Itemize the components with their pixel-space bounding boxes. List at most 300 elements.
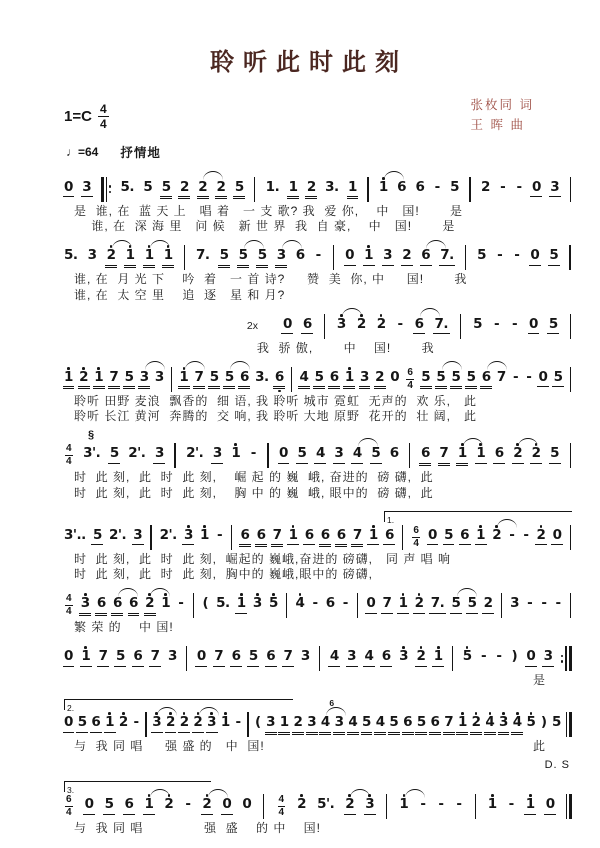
note-token: 4 bbox=[295, 595, 305, 611]
repeat-dots bbox=[561, 655, 563, 663]
note-token: 1 bbox=[280, 711, 289, 740]
note-token: 4 bbox=[330, 645, 339, 674]
time-signature-top: 4 bbox=[99, 102, 107, 116]
lyrics-text: 时 此 刻, 此 时 此 刻, 崛起的 巍峨,奋进的 磅礴, 同 声 唱 响 bbox=[74, 551, 452, 566]
tempo-marking: ♩=64 bbox=[66, 145, 99, 159]
lyrics-text: 聆听 田野 麦浪 飘香的 细 语, 我 聆听 城市 霓虹 无声的 欢 乐, 此 bbox=[74, 393, 478, 408]
note-token: - bbox=[235, 714, 241, 730]
octave-dot-below bbox=[278, 390, 281, 393]
note-token: 7 bbox=[353, 523, 362, 552]
note-token: 2 bbox=[198, 175, 207, 204]
barline bbox=[173, 443, 176, 468]
barline bbox=[500, 593, 503, 618]
note-token: 7 bbox=[382, 592, 391, 621]
note-token: - bbox=[250, 445, 256, 461]
notes-row bbox=[64, 697, 572, 740]
note-token: 5 bbox=[110, 442, 119, 471]
notes-row bbox=[64, 175, 572, 204]
note-token: 2 bbox=[297, 796, 307, 812]
score bbox=[64, 175, 572, 846]
note-token: 1. bbox=[265, 178, 280, 195]
note-token: 5 bbox=[551, 714, 561, 730]
note-token: 5 bbox=[315, 365, 324, 394]
note-token: - bbox=[541, 595, 547, 611]
inline-time-signature: $\frac{4}{4}$ bbox=[66, 443, 72, 468]
barline bbox=[459, 314, 462, 339]
key-signature bbox=[64, 103, 109, 130]
notes-row bbox=[64, 523, 572, 552]
barline bbox=[318, 646, 321, 671]
note-token: 2 bbox=[202, 793, 211, 822]
note-token: 3 bbox=[307, 711, 316, 740]
note-token: - bbox=[493, 315, 500, 332]
note-token: 0 bbox=[366, 592, 375, 621]
note-token: 5 bbox=[235, 175, 244, 204]
lyrics-row bbox=[64, 470, 572, 486]
key-label: 1=C bbox=[64, 108, 92, 125]
note-token: 4 bbox=[353, 442, 362, 471]
credits bbox=[471, 95, 534, 133]
note-token: 0 bbox=[242, 796, 252, 812]
note-token: 7 bbox=[214, 645, 223, 674]
note-token: 3 bbox=[252, 595, 262, 611]
note-token: 5. bbox=[64, 247, 78, 263]
note-token: - bbox=[178, 595, 184, 611]
note-token: 5 bbox=[298, 442, 307, 471]
note-token: 1 bbox=[399, 793, 408, 822]
note-token: 7 bbox=[444, 711, 453, 740]
note-token: 1 bbox=[526, 793, 535, 822]
note-token: 4 bbox=[513, 711, 522, 740]
note-token: - bbox=[514, 247, 520, 263]
note-token: 3 bbox=[277, 244, 286, 273]
note-token: 0 bbox=[529, 312, 538, 341]
lyrics-row bbox=[64, 620, 572, 636]
lyrics-text: 我 骄 傲, 中 国! 我 bbox=[256, 340, 435, 355]
volta-bracket bbox=[64, 781, 211, 795]
note-token: 5 bbox=[362, 711, 371, 740]
note-token: 2 bbox=[118, 714, 128, 730]
note-token: 6 bbox=[482, 365, 491, 394]
note-token: 1 bbox=[476, 523, 485, 552]
note-token: 5 bbox=[468, 592, 477, 621]
note-token: 7 bbox=[273, 523, 282, 552]
note-token: 0 bbox=[390, 368, 400, 385]
note-token: 7 bbox=[195, 365, 204, 394]
lyrics-text: 谁, 在 太 空 里 追 逐 星 和 月? bbox=[74, 287, 286, 302]
note-token: 7. bbox=[196, 247, 210, 263]
note-token: 7 bbox=[439, 442, 448, 471]
note-token: 6 bbox=[129, 592, 138, 621]
note-token: 5 bbox=[436, 365, 445, 394]
note-token: 2 bbox=[164, 796, 174, 812]
note-token: 1 bbox=[289, 175, 298, 204]
barline bbox=[170, 367, 173, 392]
lyrics-row bbox=[64, 739, 572, 755]
note-token: 3 bbox=[167, 648, 177, 664]
note-token: 1 bbox=[126, 244, 135, 273]
notes-row bbox=[64, 793, 572, 822]
barline bbox=[285, 593, 288, 618]
note-token: 4 bbox=[364, 645, 373, 674]
note-token: 3 bbox=[399, 648, 409, 664]
note-token: 1 bbox=[345, 365, 354, 394]
note-token: 3 bbox=[152, 711, 161, 740]
note-token: 6 bbox=[303, 312, 312, 341]
notes-row bbox=[64, 592, 572, 621]
lyrics-text: 繁 荣 的 中 国! bbox=[74, 620, 174, 634]
note-token: 4 bbox=[299, 365, 308, 394]
lyrics-row bbox=[64, 204, 572, 220]
note-token: 2'. bbox=[108, 526, 127, 543]
note-token: - bbox=[185, 796, 191, 812]
barline bbox=[569, 443, 572, 468]
lyrics-row bbox=[247, 341, 572, 357]
barline bbox=[332, 245, 335, 270]
note-token: 5 bbox=[444, 523, 453, 552]
barline bbox=[451, 646, 454, 671]
lyrics-text: 时 此 刻, 此 时 此 刻, 胸 中 的 巍 峨, 眼中的 磅 礴, 此 bbox=[74, 485, 434, 500]
barline bbox=[569, 177, 572, 202]
note-token: - bbox=[497, 247, 503, 263]
note-token: 6 bbox=[240, 365, 249, 394]
lyrics-text: 时 此 刻, 此 时 此 刻, 崛 起 的 巍 峨, 奋进的 磅 礴, 此 bbox=[74, 470, 434, 484]
barline bbox=[253, 177, 256, 202]
note-token: 6 bbox=[113, 592, 122, 621]
note-token: 0 bbox=[553, 523, 562, 552]
note-token: 6 bbox=[330, 365, 339, 394]
barline bbox=[569, 593, 572, 618]
note-token: 1 bbox=[81, 645, 90, 674]
barline bbox=[192, 593, 195, 618]
lyrics-row bbox=[64, 394, 572, 410]
note-token: 1 bbox=[164, 244, 173, 273]
note-token: 0 bbox=[428, 523, 437, 552]
note-token: 6 bbox=[275, 365, 284, 394]
note-token: 2 bbox=[537, 523, 546, 552]
note-token: 0 bbox=[532, 175, 541, 204]
music-line-9 bbox=[64, 697, 572, 771]
note-token: 5 bbox=[477, 247, 487, 263]
note-token: 5. bbox=[216, 595, 230, 611]
volta-label: 3. bbox=[67, 784, 75, 795]
inline-time-signature: $\frac{6}{4}$ bbox=[413, 524, 419, 549]
note-token: - bbox=[523, 526, 529, 543]
note-token: 6 bbox=[495, 442, 504, 471]
note-token: 2 bbox=[193, 711, 202, 740]
lyrics-text: 聆听 长江 黄河 奔腾的 交 响, 我 聆听 大地 原野 花开的 壮 阔, 此 bbox=[74, 409, 478, 423]
note-token: 2 bbox=[294, 711, 303, 740]
note-token: 4 6 bbox=[321, 711, 330, 740]
song-title: 聆听此时此刻 bbox=[210, 49, 408, 76]
music-line-5 bbox=[64, 428, 572, 502]
note-token: 2 bbox=[345, 793, 354, 822]
note-token: 2 bbox=[532, 442, 541, 471]
note-token: 6 bbox=[403, 711, 412, 740]
barline bbox=[366, 177, 369, 202]
note-token: 7 bbox=[151, 645, 160, 674]
note-token: 2'. bbox=[186, 445, 204, 461]
note-token: 5 bbox=[462, 648, 472, 664]
note-token: 2'. bbox=[159, 526, 177, 543]
inline-time-signature: $\frac{6}{4}$ bbox=[66, 794, 72, 819]
lyrics-row bbox=[64, 567, 572, 583]
note-token: 3 bbox=[133, 523, 142, 552]
note-token: 3 bbox=[207, 711, 216, 740]
note-token: 2 bbox=[415, 592, 424, 621]
barline bbox=[262, 794, 265, 819]
note-token: 5 bbox=[550, 442, 559, 471]
note-token: 7. bbox=[431, 592, 445, 621]
note-token: 6 bbox=[415, 312, 424, 341]
note-token: 6 bbox=[460, 523, 469, 552]
note-token: 3 bbox=[266, 711, 275, 740]
note-token: ( bbox=[254, 714, 261, 730]
note-token: 1 bbox=[458, 711, 467, 740]
barline bbox=[569, 367, 572, 392]
lyrics-row bbox=[64, 486, 572, 502]
note-token: 6 bbox=[421, 442, 430, 471]
note-token: 0 bbox=[345, 244, 354, 273]
composer-credit: 王 晖 曲 bbox=[470, 118, 525, 132]
note-token: 2 bbox=[492, 523, 501, 552]
note-token: - bbox=[434, 178, 440, 195]
lyrics-text: 谁, 在 深 海 里 问 候 新 世 界 我 自 豪, 中 国! 是 bbox=[74, 219, 456, 233]
note-token: - bbox=[555, 595, 561, 611]
lyrics-row bbox=[64, 821, 572, 837]
note-token: 1 bbox=[64, 365, 73, 394]
note-token: 5 bbox=[389, 711, 398, 740]
lyrics-text: 与 我 同 唱 强 盛 的 中 国! bbox=[74, 739, 265, 753]
note-token: 7 bbox=[284, 645, 293, 674]
note-token: 5 bbox=[554, 365, 563, 394]
note-token: 3. bbox=[325, 178, 339, 195]
note-token: 5 bbox=[162, 175, 171, 204]
note-token: 1 bbox=[179, 365, 188, 394]
note-token: 1 bbox=[458, 442, 467, 471]
note-token: - bbox=[500, 178, 506, 195]
music-line-4 bbox=[64, 365, 572, 425]
volta-label: 2. bbox=[67, 702, 75, 713]
note-token: - bbox=[526, 368, 532, 385]
notes-row bbox=[64, 442, 572, 471]
barline bbox=[323, 314, 326, 339]
barline-‖: bbox=[101, 177, 112, 202]
barline bbox=[569, 525, 572, 550]
barline bbox=[290, 367, 293, 392]
note-token: 6 bbox=[266, 645, 275, 674]
note-token: 1 bbox=[144, 793, 153, 822]
note-token: - bbox=[397, 315, 403, 332]
note-token: - bbox=[315, 247, 321, 263]
note-token: 0 bbox=[283, 312, 292, 341]
note-token: 1 bbox=[220, 714, 230, 730]
note-token: 2 bbox=[180, 711, 189, 740]
note-token: 4 bbox=[376, 711, 385, 740]
dal-segno-label: D. S bbox=[544, 758, 570, 771]
note-token: 6 bbox=[421, 244, 430, 273]
note-token: 5 bbox=[258, 244, 267, 273]
barline bbox=[569, 314, 572, 339]
lyrics-row bbox=[64, 673, 572, 689]
note-token: 3'. bbox=[83, 445, 101, 461]
note-token: 6 bbox=[397, 178, 407, 195]
note-token: 5 bbox=[116, 645, 125, 674]
notes-row bbox=[247, 312, 572, 341]
note-token: 3 bbox=[140, 365, 149, 394]
note-token: 3 bbox=[334, 442, 343, 471]
note-token: 7. bbox=[434, 312, 448, 341]
note-token: 3 bbox=[544, 645, 553, 674]
barline-:‖ bbox=[561, 646, 572, 671]
volta-bracket bbox=[64, 699, 293, 713]
note-token: ) bbox=[511, 648, 518, 664]
barline bbox=[468, 177, 471, 202]
note-token: 2 bbox=[416, 645, 425, 674]
note-token: 5 bbox=[220, 244, 229, 273]
note-token: 3 bbox=[82, 175, 91, 204]
note-token: 1 bbox=[399, 592, 408, 621]
note-token: 3 bbox=[360, 365, 369, 394]
note-token: 6 bbox=[389, 445, 399, 461]
barline bbox=[474, 794, 477, 819]
note-token: 6 bbox=[305, 523, 314, 552]
note-token: 1 bbox=[289, 523, 298, 552]
note-token: 2 bbox=[356, 315, 366, 332]
note-token: 6 bbox=[257, 523, 266, 552]
note-token: 5 bbox=[467, 365, 476, 394]
music-line-8 bbox=[64, 645, 572, 689]
lyricist-credit: 张枚同 词 bbox=[470, 98, 534, 112]
barline bbox=[144, 712, 147, 737]
note-token: 0 bbox=[222, 793, 231, 822]
note-token: 2 bbox=[166, 711, 175, 740]
note-token: 4 bbox=[485, 711, 494, 740]
note-token: ) bbox=[540, 714, 547, 730]
volta-label: 1. bbox=[387, 515, 395, 525]
barline bbox=[408, 443, 411, 468]
barline bbox=[401, 525, 404, 550]
note-token: 2 bbox=[180, 175, 189, 204]
note-token: 0 bbox=[279, 442, 288, 471]
lyrics-row bbox=[64, 552, 572, 568]
inline-time-signature: $\frac{6}{4}$ bbox=[407, 366, 413, 391]
note-token: 4 bbox=[316, 442, 325, 471]
note-token: 3 bbox=[81, 592, 90, 621]
notes-row bbox=[64, 645, 572, 674]
note-token: - bbox=[508, 796, 514, 812]
note-token: 2 bbox=[145, 592, 154, 621]
note-token: 3 bbox=[550, 175, 559, 204]
barline bbox=[183, 245, 186, 270]
note-token: 2 bbox=[107, 244, 116, 273]
note-token: 1 bbox=[348, 175, 357, 204]
lyrics-row bbox=[64, 409, 572, 425]
note-token: 3 bbox=[365, 793, 374, 822]
notes-row bbox=[64, 244, 572, 273]
note-token: 1 bbox=[434, 645, 443, 674]
note-token: 0 bbox=[64, 711, 73, 740]
note-token: 6 bbox=[133, 645, 142, 674]
note-token: 7 bbox=[109, 365, 118, 394]
music-line-6 bbox=[64, 515, 572, 583]
note-token: 2 bbox=[472, 711, 481, 740]
note-token: 6 bbox=[325, 595, 335, 611]
barline bbox=[149, 525, 152, 550]
lyrics-text: 谁, 在 月 光 下 吟 着 一 首 诗? 赞 美 你, 中 国! 我 bbox=[74, 272, 468, 286]
note-token: 6 bbox=[295, 247, 305, 263]
tempo-row bbox=[66, 143, 572, 161]
note-token: 3. bbox=[255, 368, 269, 385]
note-token: 1 bbox=[487, 796, 497, 812]
note-token: 2 bbox=[376, 315, 386, 332]
note-token: 5 bbox=[451, 592, 460, 621]
note-token: - bbox=[420, 796, 426, 812]
note-token: 6 bbox=[97, 592, 106, 621]
note-token: 5'. bbox=[317, 796, 335, 812]
note-token: 5 bbox=[450, 178, 460, 195]
barline bbox=[356, 593, 359, 618]
note-token: 3'.. bbox=[64, 526, 86, 543]
note-token: 5 bbox=[452, 365, 461, 394]
note-token: 5 bbox=[225, 365, 234, 394]
note-token: 2 bbox=[217, 175, 226, 204]
barline bbox=[464, 245, 467, 270]
note-token: 1 bbox=[369, 523, 378, 552]
note-token: 0 bbox=[526, 645, 535, 674]
barline-‖ bbox=[566, 712, 572, 737]
note-token: 0 bbox=[546, 793, 555, 822]
note-token: 6 bbox=[232, 645, 241, 674]
note-token: 1 bbox=[200, 526, 209, 543]
barline bbox=[568, 245, 571, 270]
note-token: 6 bbox=[337, 523, 346, 552]
note-token: 6 bbox=[385, 523, 394, 552]
note-token: 1 bbox=[379, 175, 388, 204]
music-line-1 bbox=[64, 175, 572, 235]
lyrics-text-right: 此 bbox=[532, 739, 546, 753]
note-token: 3 bbox=[213, 442, 222, 471]
note-token: - bbox=[312, 595, 318, 611]
note-token: 5 bbox=[143, 178, 153, 195]
note-token: 5. bbox=[120, 178, 135, 195]
note-token: 0 bbox=[197, 645, 206, 674]
note-token: 2 bbox=[307, 175, 316, 204]
note-token: 2 bbox=[513, 442, 522, 471]
note-token: 3 bbox=[335, 711, 344, 740]
note-token: 3 bbox=[300, 648, 310, 664]
lyrics-row bbox=[64, 219, 572, 235]
note-token: 7 bbox=[496, 368, 506, 385]
repeat-dots bbox=[109, 185, 111, 193]
repeat-count-label: 2x bbox=[246, 320, 258, 333]
note-token: 1 bbox=[364, 244, 373, 273]
note-token: 6 bbox=[125, 793, 134, 822]
barline bbox=[385, 794, 388, 819]
note-token: - bbox=[133, 714, 139, 730]
lyrics-text: 与 我 同 唱 强 盛 的 中 国! bbox=[74, 821, 322, 835]
lyrics-text: 是 谁, 在 蓝 天 上 唱 着 一 支 歌? 我 爱 你, 中 国! 是 bbox=[74, 203, 464, 218]
note-token: 0 bbox=[64, 645, 73, 674]
note-token: 5 bbox=[421, 365, 430, 394]
barline bbox=[230, 525, 233, 550]
note-token: 3 bbox=[510, 595, 520, 611]
lyrics-text-right: 是 bbox=[532, 673, 546, 687]
note-token: 3 bbox=[337, 312, 346, 341]
note-token: - bbox=[527, 595, 533, 611]
note-token: 5 bbox=[93, 523, 102, 552]
note-token: 1 bbox=[231, 445, 241, 461]
